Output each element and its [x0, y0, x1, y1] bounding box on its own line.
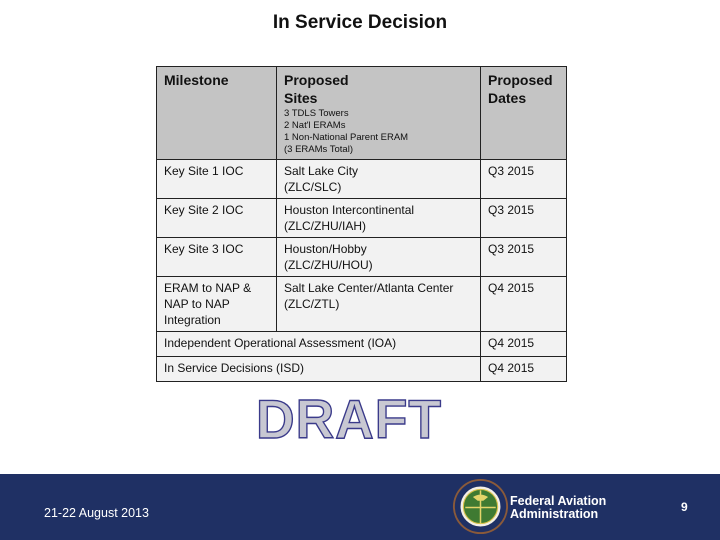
header-proposed-dates [481, 67, 567, 160]
table-row [157, 199, 567, 238]
header-sites-notes [284, 108, 474, 156]
header-milestone: Milestone [157, 67, 277, 160]
cell-milestone: ERAM to NAP & NAP to NAP Integration [157, 277, 277, 332]
site-name: Salt Lake Center/Atlanta Center [284, 281, 454, 295]
header-proposed-dates-label: Proposed Dates [488, 72, 553, 106]
cell-milestone: Key Site 3 IOC [157, 238, 277, 277]
slide-title: In Service Decision [272, 12, 448, 33]
cell-date: Q4 2015 [481, 332, 567, 357]
table-header-row [157, 67, 567, 160]
faa-seal-icon [452, 478, 509, 535]
table-row [157, 277, 567, 332]
cell-date: Q3 2015 [481, 160, 567, 199]
cell-site [277, 160, 481, 199]
site-name: Houston/Hobby [284, 242, 367, 256]
table-row [157, 238, 567, 277]
milestone-table [156, 66, 567, 382]
cell-date: Q3 2015 [481, 199, 567, 238]
sites-note: 1 Non-National Parent ERAM [284, 132, 409, 143]
cell-site [277, 277, 481, 332]
org-name-line2: Administration [510, 507, 599, 521]
header-proposed-sites [277, 67, 481, 160]
site-code: (ZLC/SLC) [284, 180, 342, 194]
table-row-merged [157, 357, 567, 382]
site-name: Salt Lake City [284, 164, 359, 178]
cell-milestone: Key Site 1 IOC [157, 160, 277, 199]
cell-date: Q4 2015 [481, 357, 567, 382]
sites-note: 3 TDLS Towers [284, 108, 349, 119]
sites-note: 2 Nat'l ERAMs [284, 120, 346, 131]
site-code: (ZLC/ZTL) [284, 297, 340, 311]
table-row [157, 160, 567, 199]
faa-wordmark [510, 495, 606, 521]
page-number: 9 [681, 500, 688, 514]
cell-milestone-merged: Independent Operational Assessment (IOA) [157, 332, 481, 357]
site-name: Houston Intercontinental [284, 203, 415, 217]
footer-date: 21-22 August 2013 [44, 506, 149, 520]
site-code: (ZLC/ZHU/IAH) [284, 219, 366, 233]
draft-watermark [254, 392, 446, 444]
cell-milestone: Key Site 2 IOC [157, 199, 277, 238]
cell-site [277, 199, 481, 238]
org-name-line1: Federal Aviation [510, 494, 607, 508]
sites-note: (3 ERAMs Total) [284, 144, 353, 155]
draft-text: DRAFT [256, 392, 442, 444]
cell-date: Q4 2015 [481, 277, 567, 332]
site-code: (ZLC/ZHU/HOU) [284, 258, 373, 272]
header-proposed-sites-label: Proposed Sites [284, 72, 349, 106]
cell-site [277, 238, 481, 277]
table-row-merged [157, 332, 567, 357]
footer-bar [0, 474, 720, 540]
cell-date: Q3 2015 [481, 238, 567, 277]
cell-milestone-merged: In Service Decisions (ISD) [157, 357, 481, 382]
